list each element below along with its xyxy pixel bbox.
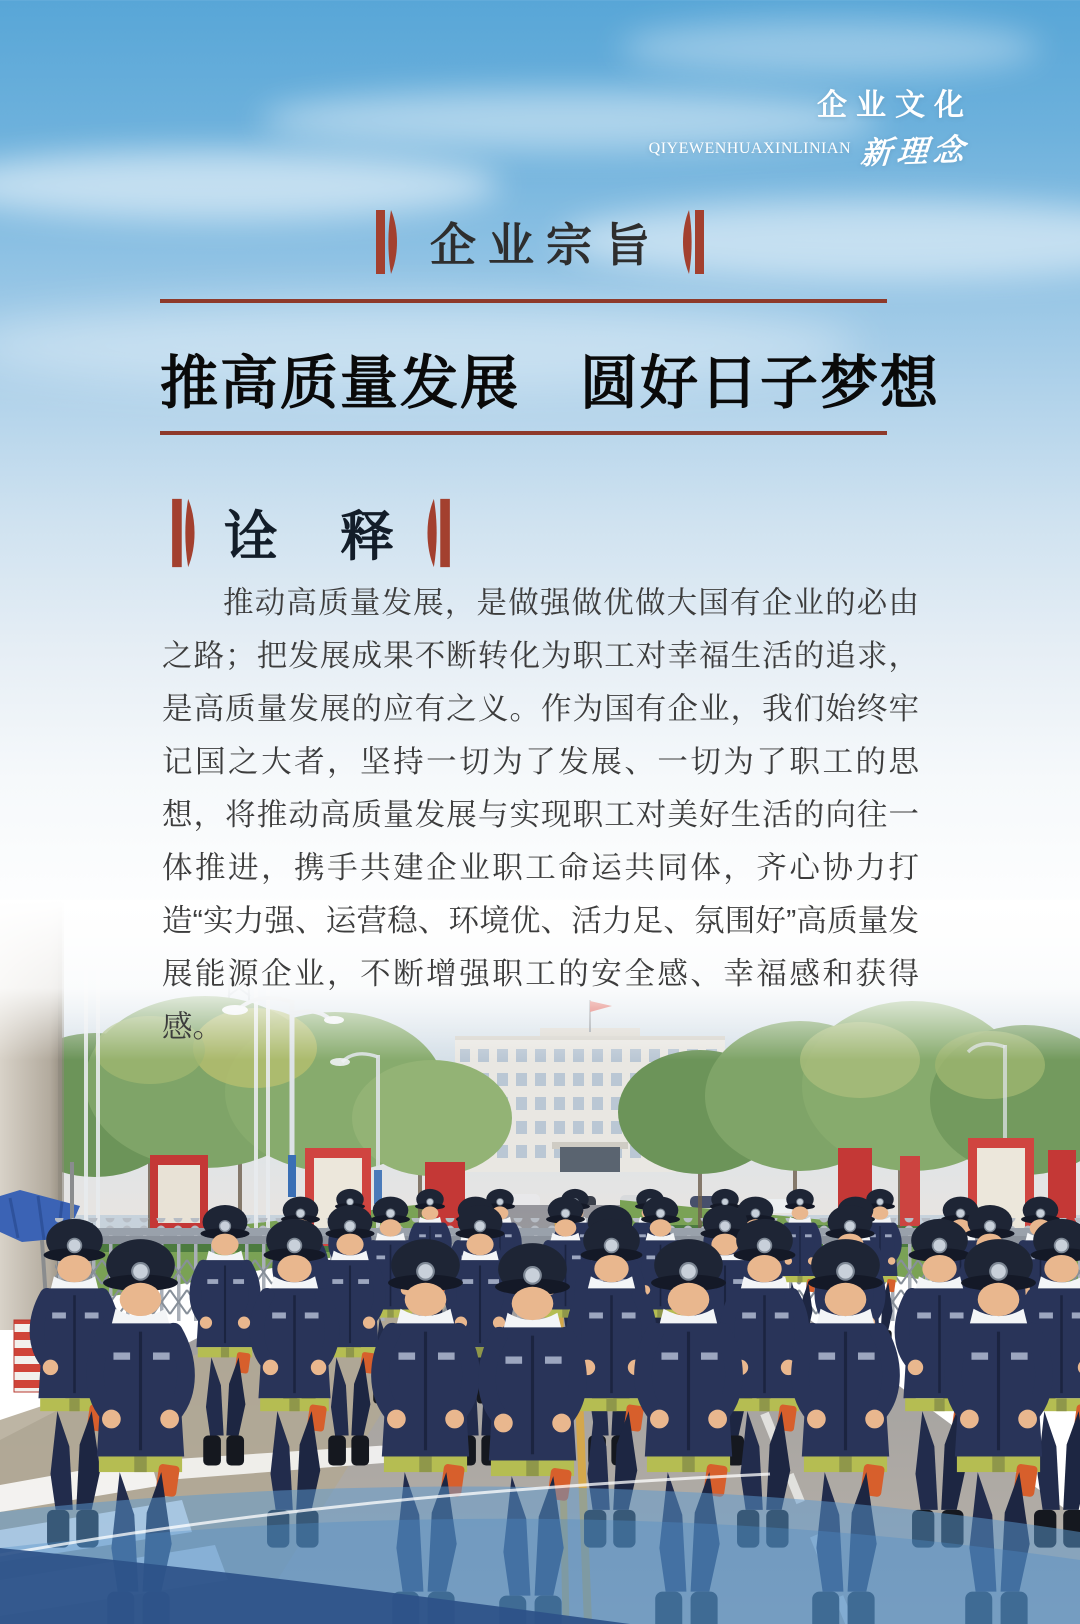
- cloud: [620, 20, 1040, 76]
- section-header: [0, 208, 1080, 276]
- brand-script: 新理念: [859, 132, 971, 171]
- interpretation-label: 诠 释: [224, 507, 398, 567]
- brand-pinyin: QIYEWENHUAXINLINIAN: [648, 139, 851, 157]
- right-bracket-icon: [420, 495, 452, 571]
- brand-subtitle: [648, 126, 971, 171]
- brand-block: [648, 80, 973, 171]
- right-bracket-icon: [676, 208, 706, 276]
- divider-rule-top: [160, 299, 887, 303]
- interpretation-body: 推动高质量发展，是做强做优做大国有企业的必由之路；把发展成果不断转化为职工对幸福生活的追求，是高质量发展的应有之义。作为国有企业，我们始终牢记国之大者，坚持一切为了发展、一切为了职工的思想，将推动高质量发展与实现职工对美好生活的向往一体推进，携手共建企业职工命运共同体，齐心协力打造“实力强、运营稳、环境优、活力足、氛围好”高质量发展能源企业，不断增强职工的安全感、幸福感和获得感。: [162, 586, 919, 1044]
- left-bracket-icon: [170, 495, 202, 571]
- interpretation-header: [170, 494, 452, 571]
- section-header-label: 企业宗旨: [430, 219, 662, 271]
- brand-title: 企业文化: [817, 89, 973, 122]
- page-title: 推高质量发展 圆好日子梦想: [160, 351, 941, 416]
- left-bracket-icon: [374, 208, 404, 276]
- divider-rule-bottom: [160, 431, 887, 435]
